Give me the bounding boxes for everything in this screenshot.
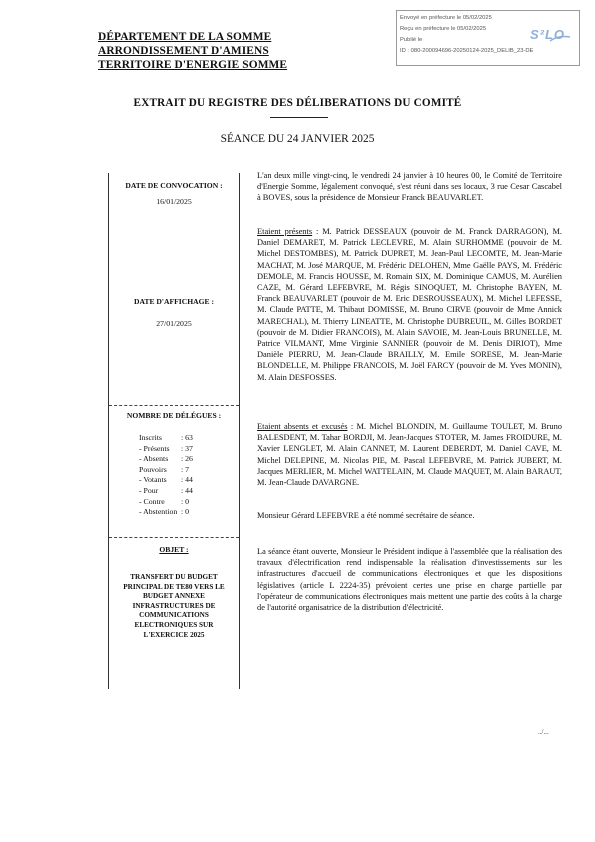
presents-paragraph <box>257 226 562 383</box>
delegues-label: NOMBRE DE DÉLÉGUES : <box>126 411 222 420</box>
count-row: Inscrits : 63 <box>139 433 193 442</box>
convocation-date: 16/01/2025 <box>156 197 192 206</box>
department-header <box>98 30 328 72</box>
sidebar <box>108 173 240 689</box>
seance-paragraph <box>257 546 562 613</box>
seance-text: La séance étant ouverte, Monsieur le Président indique à l'assemblée que la réalisation des travaux d'électrification rend indispensable la réalisation d'investissements sur les infrastructures d'accueil de communications électroniques et que les dispositions législatives (article L 2224-35) prévoient certes une prise en charge partielle par l'opérateur de communications électroniques mais mettent une partie des coûts à la charge de l'autorité organisatrice de la distribution d'électricité. <box>257 547 562 613</box>
page-title: EXTRAIT DU REGISTRE DES DÉLIBERATIONS DU COMITÉ <box>133 97 462 109</box>
logo-swoosh-icon <box>549 35 571 43</box>
presents-text: : M. Patrick DESSEAUX (pouvoir de M. Franck DARRAGON), M. Daniel DEMARET, M. Patrick LECLEVRE, M. Alain SURHOMME (pouvoir de M. Michel DESTOMBES), M. Patrick DUPRET, M. Jean-Paul LECOMTE, M. Jean-Marie MACHAT, M. José MARQUE, M. Frédéric DELOHEN, Mme Gaëlle PAYS, M. Frédéric DEMOLE, M. Francis HOUSSE, M. Romain SIX, M. Dominique CAMUS, M. Aurélien CAZE, M. Gérard LEFEBVRE, M. Régis SINOQUET, M. Christophe BAYEN, M. Franck BEAUVARLET (pouvoir de M. Eric DESROUSSEAUX), M. Michel LEFESSE, M. Claude PATTE, M. Thibaut DOMISSE, M. Bruno CIRVE (pouvoir de Mme Annick MARECHAL), M. Thierry LINEATTE, M. Christophe DUBREUIL, M. Gilles BORDET (pouvoir de M. Didier FRANCOIS), M. Alain SAVOIE, M. Jean-Louis BRUNELLE, M. Patrice VILMANT, Mme Virginie SANNIER (pouvoir de M. Denis DIRIOT), Mme Danièle PIERRU, M. Jean-Claude BRAILLY, M. Emile SORESE, M. Jean-Marie BLONDELLE, M. Philippe FRANCOIS, M. Joël FARCY (pouvoir de M. Yves MONIN), M. Alain DESFOSSES. <box>257 227 562 382</box>
arrondissement-line: ARRONDISSEMENT D'AMIENS <box>98 45 269 57</box>
department-line: DÉPARTEMENT DE LA SOMME <box>98 31 272 43</box>
secretaire-paragraph <box>257 510 562 521</box>
affichage-label: DATE D'AFFICHAGE : <box>133 297 215 306</box>
absents-label: Etaient absents et excusés <box>257 422 348 431</box>
title-rule <box>270 117 328 118</box>
convocation-label: DATE DE CONVOCATION : <box>125 181 223 190</box>
absents-paragraph <box>257 421 562 488</box>
stamp-published: Publié le <box>400 37 423 43</box>
prefecture-stamp <box>396 10 580 66</box>
delegues-counts <box>133 433 233 518</box>
presents-label: Etaient présents <box>257 227 313 236</box>
seance-date: SÉANCE DU 24 JANVIER 2025 <box>220 133 375 145</box>
stamp-id: ID : 080-200094696-20250124-2025_DELIB_23-DE <box>400 48 534 54</box>
count-row: - Abstention : 0 <box>139 507 190 517</box>
count-row: - Votants : 44 <box>139 475 193 485</box>
intro-text: L'an deux mille vingt-cinq, le vendredi 24 janvier à 10 heures 00, le Comité de Territoire d'Energie Somme, légalement convoqué, s'est réuni dans ses locaux, 3 rue Cesar Cascabel à BOVES, sous la présidence de Monsieur Franck BEAUVARLET. <box>257 171 562 203</box>
count-row: Pouvoirs : 7 <box>139 464 190 474</box>
s2lo-logo-icon: S²LO <box>529 27 565 42</box>
territoire-line: TERRITOIRE D'ENERGIE SOMME <box>98 59 288 71</box>
affichage-date: 27/01/2025 <box>156 319 192 328</box>
count-row: - Absents : 26 <box>139 454 193 464</box>
absents-text: : M. Michel BLONDIN, M. Guillaume TOULET, M. Bruno BALESDENT, M. Tahar BORDJI, M. Jean-Jacques STOTER, M. James FROIDURE, M. Xavier LENGLET, M. Alain CANNET, M. Laurent DEBERDT, M. Daniel CAVE, M. Michel DELEPINE, M. Nicolas PIE, M. Pascal LEFEBVRE, M. Patrick JUBERT, M. Jacques MERLIER, M. Michel WATTELAIN, M. Claude MAQUET, M. Alain BARAUT, M. Jean-Claude DAVARGNE. <box>257 422 562 488</box>
count-row: - Pour : 44 <box>139 485 193 495</box>
stamp-sent: Envoyé en préfecture le 05/02/2025 <box>400 15 492 21</box>
continuation-mark: ../... <box>538 728 549 736</box>
sidebar-divider <box>109 537 239 538</box>
intro-paragraph <box>257 170 562 204</box>
objet-text: TRANSFERT DU BUDGET PRINCIPAL DE TE80 VERS LE BUDGET ANNEXE INFRASTRUCTURES DE COMMUNICATIONS ELECTRONIQUES SUR L'EXERCICE 2025 <box>123 573 225 639</box>
count-row: - Contre : 0 <box>139 496 190 506</box>
sidebar-divider <box>109 405 239 406</box>
stamp-received: Reçu en préfecture le 05/02/2025 <box>400 26 487 32</box>
count-row: - Présents : 37 <box>139 443 193 453</box>
objet-label: OBJET : <box>159 545 189 554</box>
secretaire-text: Monsieur Gérard LEFEBVRE a été nommé secrétaire de séance. <box>257 511 475 520</box>
